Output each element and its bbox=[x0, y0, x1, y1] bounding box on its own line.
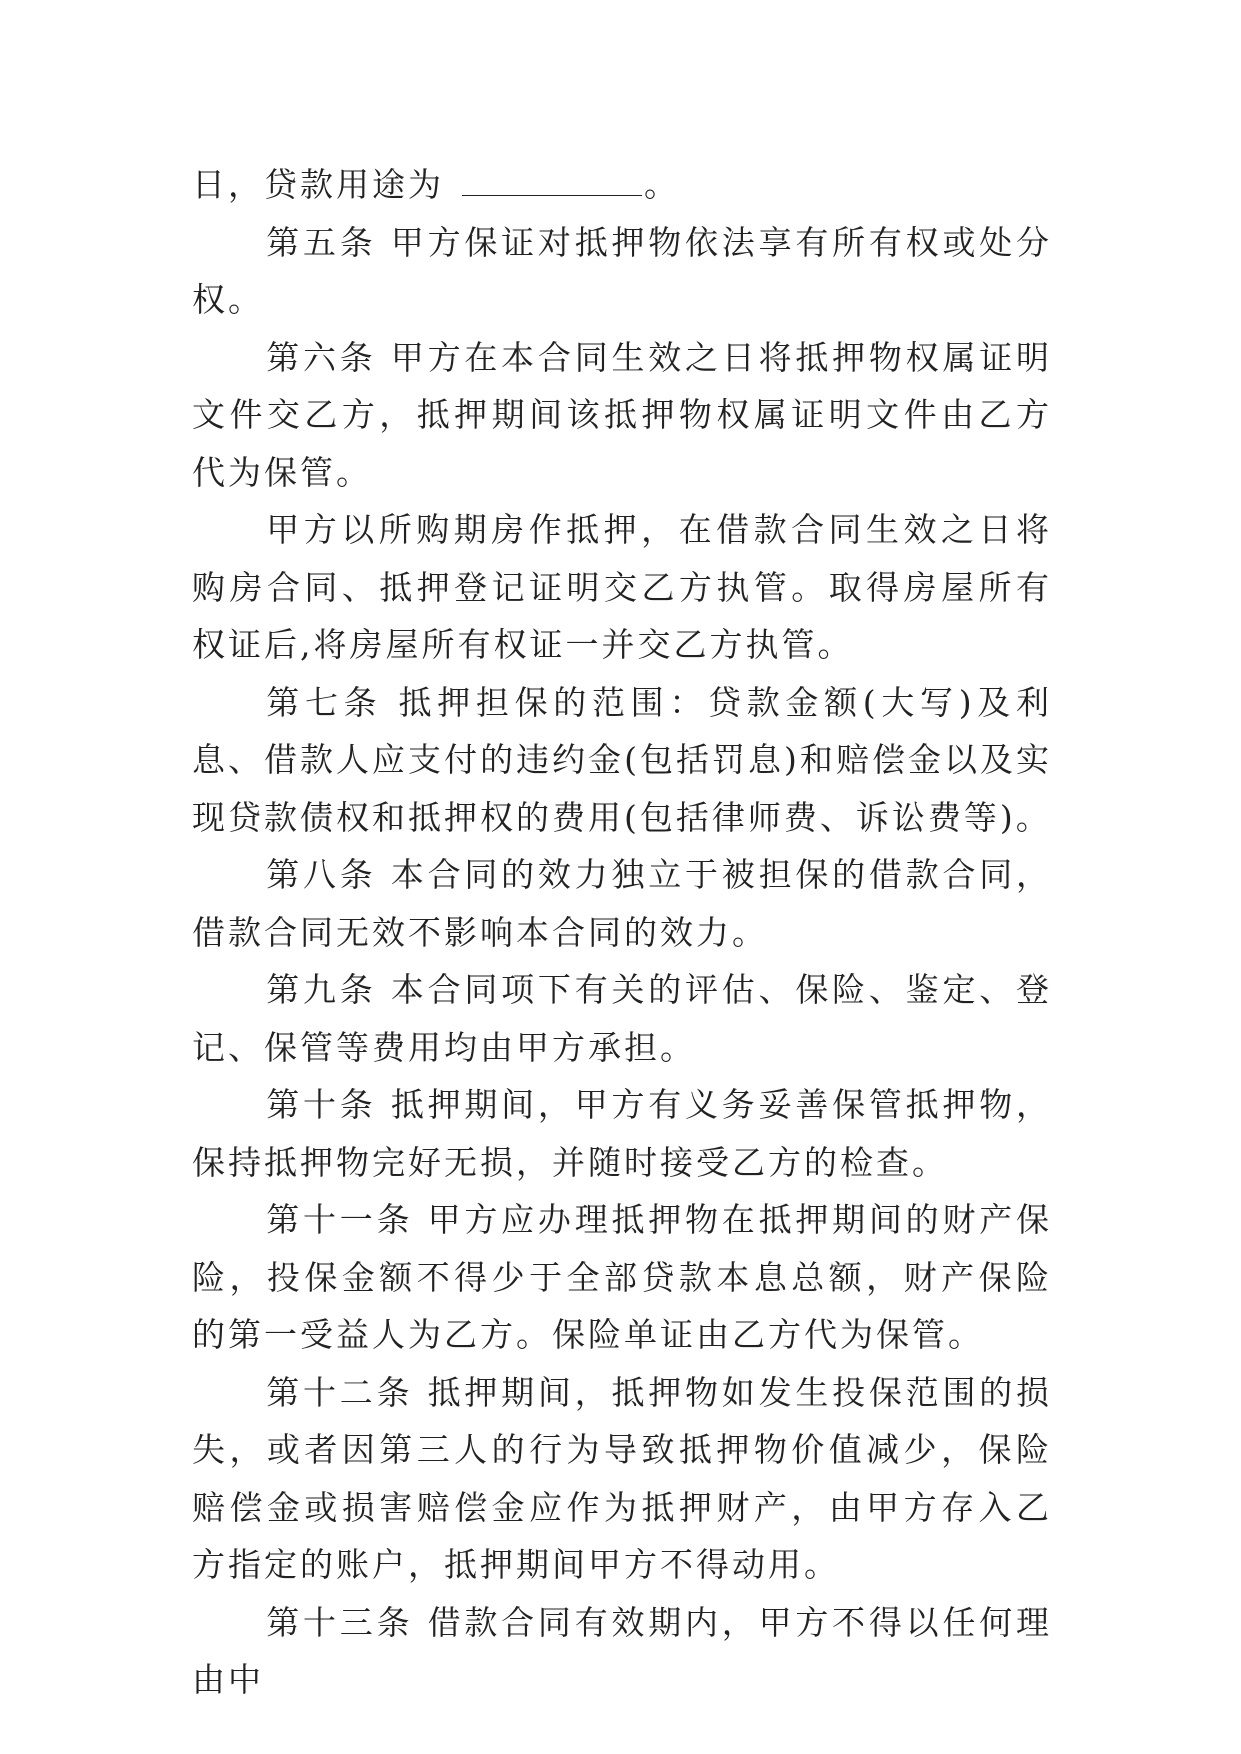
paragraph-loan-purpose bbox=[192, 156, 1052, 214]
clause-12: 第十二条 抵押期间，抵押物如发生投保范围的损失，或者因第三人的行为导致抵押物价值减少，保险赔偿金或损害赔偿金应作为抵押财产，由甲方存入乙方指定的账户，抵押期间甲方不得动用。 bbox=[192, 1372, 1052, 1584]
clause-6: 第六条 甲方在本合同生效之日将抵押物权属证明文件交乙方，抵押期间该抵押物权属证明文件由乙方代为保管。 bbox=[192, 337, 1052, 492]
clause-13: 第十三条 借款合同有效期内，甲方不得以任何理由中 bbox=[192, 1602, 1052, 1699]
contract-body bbox=[192, 156, 1052, 1709]
clause-6-supplement: 甲方以所购期房作抵押，在借款合同生效之日将购房合同、抵押登记证明交乙方执管。取得房屋所有权证后,将房屋所有权证一并交乙方执管。 bbox=[192, 510, 1052, 664]
clause-10: 第十条 抵押期间，甲方有义务妥善保管抵押物，保持抵押物完好无损，并随时接受乙方的检查。 bbox=[192, 1085, 1052, 1182]
clause-5: 第五条 甲方保证对抵押物依法享有所有权或处分权。 bbox=[192, 222, 1052, 319]
clause-9: 第九条 本合同项下有关的评估、保险、鉴定、登记、保管等费用均由甲方承担。 bbox=[192, 970, 1052, 1067]
clause-8: 第八条 本合同的效力独立于被担保的借款合同，借款合同无效不影响本合同的效力。 bbox=[192, 855, 1052, 952]
loan-purpose-end: 。 bbox=[644, 165, 680, 204]
loan-purpose-blank-line bbox=[462, 167, 642, 196]
clause-7: 第七条 抵押担保的范围：贷款金额(大写)及利息、借款人应支付的违约金(包括罚息)和赔偿金以及实现贷款债权和抵押权的费用(包括律师费、诉讼费等)。 bbox=[192, 682, 1052, 837]
loan-purpose-label: 日，贷款用途为 bbox=[192, 165, 444, 204]
clause-11: 第十一条 甲方应办理抵押物在抵押期间的财产保险，投保金额不得少于全部贷款本息总额，财产保险的第一受益人为乙方。保险单证由乙方代为保管。 bbox=[192, 1200, 1052, 1354]
